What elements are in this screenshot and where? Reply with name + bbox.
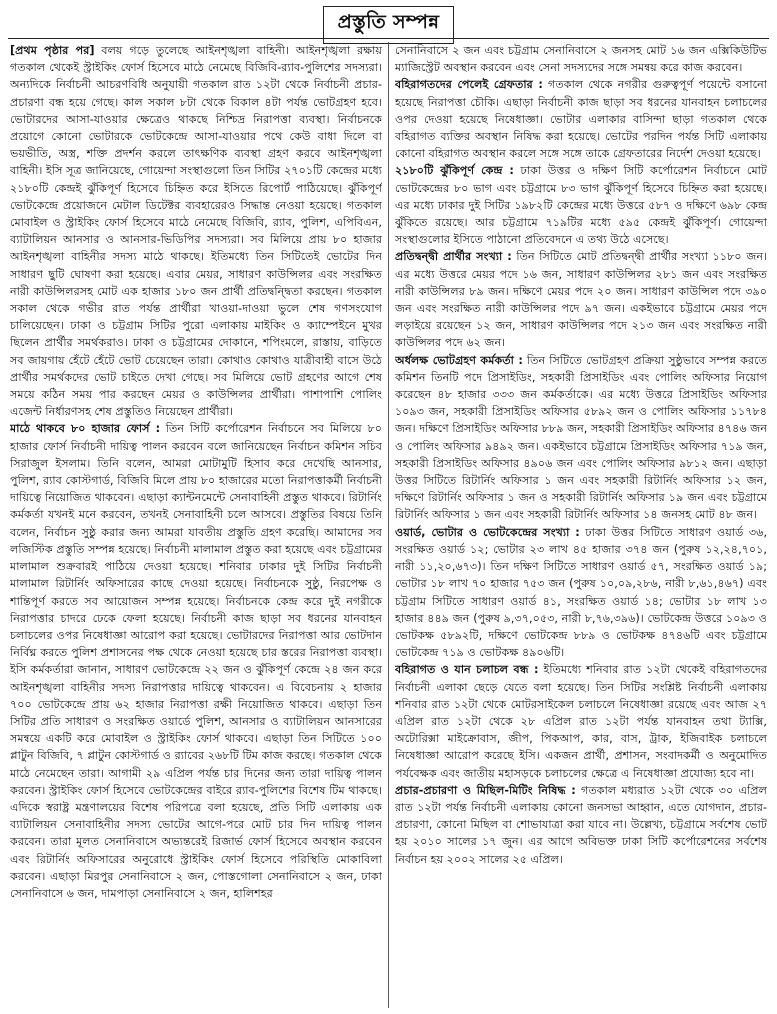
headline-rule <box>8 38 769 39</box>
paragraph-text: গতকাল মধ্যরাত ১২টা থেকে ৩০ এপ্রিল রাত ১২টা পর্যন্ত নির্বাচনী এলাকায় কোনো জনসভা আহ্বান, এতে যোগদান, প্রচার-প্রচারণা, কোনো মিছিল বা শোভাযাত্রা করা যাবে না। উল্লেখ্য, চট্টগ্রামে সর্বশেষ ভোট হয় ২০১০ সালের ১৭ জুন। এর আগে অবিভক্ত ঢাকা সিটি কর্পোরেশনের সর্বশেষ নির্বাচন হয় ২০০২ সালের ২৫ এপ্রিল। <box>395 783 767 866</box>
paragraph-text: বলয় গড়ে তুলেছে আইনশৃঙ্খলা বাহিনী। আইনশৃঙ্খলা রক্ষায় গতকাল থেকেই স্ট্রাইকিং ফোর্স হিসেবে মাঠে নেমেছে বিজিবি-র‍্যাব-পুলিশের সদস্যরা। অন্যদিকে নির্বাচনী আচরণবিধি অনুযায়ী গতকাল রাত ১২টা থেকে নির্বাচনী প্রচার-প্রচারণা বন্ধ হয়ে গেছে। কাল সকাল ৮টা থেকে বিকাল ৪টা পর্যন্ত ভোটগ্রহণ হবে। ভোটারদের আসা-যাওয়ার ক্ষেত্রেও থাকছে নিশ্চিদ্র নিরাপত্তা ব্যবস্থা। নির্বাচনকে প্রয়োগে কোনো ভোটারকে ভোটকেন্দ্রে আসা-যাওয়ার পথে কেউ বাধা দিলে বা ভয়ভীতি, অস্ত্র, শক্তি প্রদর্শন করলে তাৎক্ষণিক ব্যবস্থা গ্রহণ করবে আইনশৃঙ্খলা বাহিনী। ইসি সূত্র জানিয়েছে, গোয়েন্দা সংস্থাগুলো তিন সিটির ২৭০১টি কেন্দ্রের মধ্যে ২১৮০টি কেন্দ্রই ঝুঁকিপূর্ণ হিসেবে চিহ্নিত করে ইসিতে রিপোর্ট পাঠিয়েছে। ঝুঁকিপূর্ণ ভোটকেন্দ্রে প্রয়োজনে মেটাল ডিটেক্টর ব্যবহারেরও সিদ্ধান্ত নেওয়া হয়েছে। গতকাল মোবাইল ও স্ট্রাইকিং ফোর্স হিসেবে মাঠে নেমেছে বিজিবি, র‍্যাব, পুলিশ, এপিবিএন, ব্যাটালিয়ন আনসার ও আনসার-ভিডিপির সদস্যরা। সব মিলিয়ে প্রায় ৮০ হাজার আইনশৃঙ্খলা বাহিনীর সদস্য মাঠে থাকছে। ইতিমধ্যে তিন সিটিতেই ভোটের দিন সাধারণ ছুটি ঘোষণা করা হয়েছে। এবার মেয়র, সাধারণ কাউন্সিলর এবং সংরক্ষিত নারী কাউন্সিলরসহ মোট এক হাজার ১৮০ জন প্রার্থী প্রতিদ্বন্দ্বিতা করছেন। গতকাল সকাল থেকে গভীর রাত পর্যন্ত প্রার্থীরা খাওয়া-দাওয়া ভুলে শেষ গণসংযোগ চালিয়েছেন। ঢাকা ও চট্টগ্রাম সিটির পুরো এলাকায় মাইকিং ও ক্যাম্পেইনে মুখর ছিলেন প্রার্থীর সমর্থকরাও। ঢাকা ও চট্টগ্রামের দোকানে, শপিংমলে, রাস্তায়, বাড়িতে সব জায়গায় হেঁটে হেঁটে ভোট চেয়েছেন তারা। কোথাও কোথাও যাত্রীবাহী বাসে উঠে প্রার্থীর সমর্থকদের ভোট চাইতে দেখা গেছে। সব মিলিয়ে ভোট গ্রহণের আগে শেষ সময়ে কঠিন সময় পার করছেন মেয়র ও কাউন্সিলর প্রার্থীরা। পাশাপাশি পোলিং এজেন্ট নির্ধারণসহ শেষ প্রস্তুতিও নিয়েছেন প্রার্থীরা। <box>10 44 382 419</box>
left-column <box>10 42 382 1008</box>
paragraph-candidates <box>395 248 767 351</box>
article-body <box>10 42 767 1008</box>
paragraph-heading: [প্রথম পৃষ্ঠার পর] <box>10 44 95 57</box>
paragraph-heading: ওয়ার্ড, ভোটার ও ভোটকেন্দ্রের সংখ্যা : <box>395 525 580 539</box>
paragraph-heading: প্রচার-প্রচারণা ও মিছিল-মিটিং নিষিদ্ধ : <box>395 783 576 797</box>
paragraph-heading: অর্ধলক্ষ ভোটগ্রহণ কর্মকর্তা : <box>395 353 523 367</box>
paragraph-risky-centres <box>395 162 767 248</box>
paragraph-text: তিন সিটিতে ভোটগ্রহণ প্রক্রিয়া সুষ্ঠুভাবে সম্পন্ন করতে কমিশন তিনটি পদে প্রিসাইডিং, সহকারী প্রিসাইডিং এবং পোলিং অফিসার নিয়োগ করেছেন ৪৮ হাজার ৩৩৩ জন কর্মকর্তাকে। এর মধ্যে উত্তরে প্রিসাইডিং অফিসার ১০৯৩ জন, সহকারী প্রিসাইডিং অফিসার ৫৮৯২ জন ও পোলিং অফিসার ১১৭৮৪ জন। দক্ষিণে প্রিসাইডিং অফিসার ৮৮৯ জন, সহকারী প্রিসাইডিং অফিসার ৪৭৪৬ জন ও পোলিং অফিসার ৯৪৯২ জন। একইভাবে চট্টগ্রামে প্রিসাইডিং অফিসার ৭১৯ জন, সহকারী প্রিসাইডিং অফিসার ৪৯০৬ জন এবং পোলিং অফিসার ৯৮১২ জন। এছাড়া উত্তর সিটিতে রিটার্নিং অফিসার ১ জন এবং সহকারী রিটার্নিং অফিসার ১২ জন, দক্ষিণে রিটার্নিং অফিসার ১ জন ও সহকারী রিটার্নিং অফিসার ১৯ জন এবং চট্টগ্রামে রিটার্নিং অফিসার ১ জন এবং সহকারী রিটার্নিং অফিসার ১৪ জনসহ মোট ৪৮ জন। <box>395 353 767 522</box>
paragraph-text: গতকাল থেকে নগরীর গুরুত্বপূর্ণ পয়েন্টে বসানো হয়েছে নিরাপত্তা চৌকি। এছাড়া নির্বাচনী কাজ ছাড়া সব ধরনের যানবাহন চলাচলের ওপর দেওয়া হয়েছে নিষেধাজ্ঞা। ভোটার এলাকার বাসিন্দা ছাড়া গতকাল থেকে বহিরাগত ব্যক্তির অবস্থান নিষিদ্ধ করা হয়েছে। ভোটের পরদিন পর্যন্ত সিটি এলাকায় কোনো বহিরাগত অবস্থান করলে সঙ্গে সঙ্গে তাকে গ্রেফতারের নির্দেশ দেওয়া হয়েছে। <box>395 78 767 161</box>
paragraph-text: সেনানিবাসে ২ জন এবং চট্টগ্রাম সেনানিবাসে ২ জনসহ মোট ১৬ জন এক্সিকিউটিভ ম্যাজিস্ট্রেট অবস্থান করবেন এবং সেনা সদস্যদের সঙ্গে সমন্বয় করে কাজ করবেন। <box>395 44 767 75</box>
paragraph-heading: মাঠে থাকবে ৮০ হাজার ফোর্স : <box>10 422 161 436</box>
paragraph-heading: ২১৮০টি ঝুঁকিপূর্ণ কেন্দ্র : <box>395 164 514 178</box>
paragraph-text: তিন সিটিতে মোট প্রতিদ্বন্দ্বী প্রার্থীর সংখ্যা ১১৮০ জন। এর মধ্যে উত্তরে মেয়র পদে ১৬ জন, সাধারণ কাউন্সিলর ২৮১ জন এবং সংরক্ষিত নারী কাউন্সিলর ৮৯ জন। দক্ষিণে মেয়র পদে ২০ জন। সাধারণ কাউন্সিল পদে ৩৯০ জন এবং সংরক্ষিত নারী কাউন্সিলর পদে ৯৭ জন। একইভাবে চট্টগ্রামে মেয়র পদে লড়াইয়ে রয়েছেন ১২ জন, সাধারণ কাউন্সিলর পদে ২১৩ জন এবং সংরক্ষিত নারী কাউন্সিলর পদে ৬২ জন। <box>395 250 767 350</box>
paragraph-wards-voters <box>395 524 767 662</box>
paragraph-heading: বহিরাগত ও যান চলাচল বন্ধ : <box>395 663 539 677</box>
paragraph-heading: প্রতিদ্বন্দ্বী প্রার্থীর সংখ্যা : <box>395 250 512 264</box>
paragraph-intro <box>10 42 382 420</box>
paragraph-outsiders-arrest <box>395 76 767 162</box>
paragraph-text: ইতিমধ্যে শনিবার রাত ১২টা থেকেই বহিরাগতদের নির্বাচনী এলাকা ছেড়ে যেতে বলা হয়েছে। তিন সিটির সংশ্লিষ্ট নির্বাচনী এলাকায় শনিবার রাত ১২টা থেকে মোটরসাইকেল চলাচলে নিষেধাজ্ঞা রয়েছে এবং আজ ২৭ এপ্রিল রাত ১২টা থেকে ২৮ এপ্রিল রাত ১২টা পর্যন্ত যানবাহন তথা ট্যাক্সি, অটোরিক্সা মাইক্রোবাস, জীপ, পিকআপ, কার, বাস, ট্রাক, ইজিবাইক চলাচলে নিষেধাজ্ঞা আরোপ করেছে ইসি। একজন প্রার্থী, প্রশাসন, সংবাদকর্মী ও অনুমোদিত পর্যবেক্ষক এবং জাতীয় মহাসড়কে চলাচলের ক্ষেত্রে এ নিষেধাজ্ঞা প্রযোজ্য হবে না। <box>395 663 767 780</box>
right-column <box>395 42 767 1008</box>
paragraph-text: তিন সিটি কর্পোরেশন নির্বাচনে সব মিলিয়ে ৮০ হাজার ফোর্স নির্বাচনী দায়িত্ব পালন করবেন বলে জানিয়েছেন নির্বাচন কমিশন সচিব সিরাজুল ইসলাম। তিনি বলেন, আমরা মোটামুটি হিসাব করে দেখেছি আনসার, পুলিশ, র‍্যাব কোস্টগার্ড, বিজিবি মিলে প্রায় ৮০ হাজারের মতো নিরাপত্তাকর্মী নির্বাচনী দায়িত্বে নিয়োজিত থাকবেন। এছাড়া ক্যান্টনমেন্টে সেনাবাহিনী প্রস্তুত থাকবে। রিটার্নিং কর্মকর্তা যখনই মনে করবেন, তখনই সেনাবাহিনী চলে আসবে। প্রস্তুতির বিষয়ে তিনি বলেন, নির্বাচন সুষ্ঠু করার জন্য আমরা যাবতীয় প্রস্তুতি গ্রহণ করেছি। আমাদের সব লজিস্টিক প্রস্তুতি সম্পন্ন হয়েছে। নির্বাচনী মালামাল প্রস্তুত করা হয়েছে এবং চট্টগ্রামের মালামাল শুক্রবারই পাঠিয়ে দেওয়া হয়েছে। শনিবার ঢাকার দুই সিটির নির্বাচনী মালামাল রিটার্নিং অফিসারের কাছে দেওয়া হয়েছে। নির্বাচনকে সুষ্ঠু, নিরপেক্ষ ও শান্তিপূর্ণ করতে সব আয়োজন সম্পন্ন হয়েছে। নির্বাচনকে কেন্দ্র করে দুই নগরীকে নিরাপত্তার চাদরে ঢেকে ফেলা হয়েছে। নির্বাচনী কাজ ছাড়া সব ধরনের যানবাহন চলাচলের ওপর নিষেধাজ্ঞা আরোপ করা হয়েছে। ভোটারদের নিরাপত্তা আর ভোটদান নির্বিঘ্ন করতে পুলিশ প্রশাসনের পক্ষ থেকে নেওয়া হয়েছে চার স্তরের নিরাপত্তা ব্যবস্থা। ইসি কর্মকর্তারা জানান, সাধারণ ভোটকেন্দ্রে ২২ জন ও ঝুঁকিপূর্ণ কেন্দ্রে ২৪ জন করে আইনশৃঙ্খলা বাহিনীর সদস্য নিরাপত্তার দায়িত্বে থাকবেন। এ বিবেচনায় ২ হাজার ৭০০ ভোটকেন্দ্রে প্রায় ৬২ হাজার নিরাপত্তা রক্ষী নিয়োজিত থাকবে। এছাড়া তিন সিটির প্রতি সাধারণ ও সংরক্ষিত ওয়ার্ডে পুলিশ, আনসার ও ব্যাটালিয়ন আনসারের সমন্বয়ে একটি করে মোবাইল ও স্ট্রাইকিং ফোর্স থাকবে। এছাড়া তিন সিটিতে ১০০ প্লাটুন বিজিবি, ৭ প্লাটুন কোস্টগার্ড ও র‍্যাবের ২৬৮টি টিম কাজ করছে। গতকাল থেকে মাঠে নেমেছেন তারা। আগামী ২৯ এপ্রিল পর্যন্ত চার দিনের জন্য তারা দায়িত্ব পালন করবেন। স্ট্রাইকিং ফোর্স হিসেবে ভোটকেন্দ্রের বাইরে র‍্যাব-পুলিশের বিশেষ টিম থাকছে। এদিকে স্বরাষ্ট্র মন্ত্রণালয়ের বিশেষ পরিপত্রে বলা হয়েছে, প্রতি সিটি এলাকায় এক ব্যাটালিয়ন সেনাবাহিনীর সদস্য ভোটের আগে-পরে মোট চার দিন দায়িত্ব পালন করবেন। তারা মূলত সেনানিবাসে অভ্যন্তরেই রিজার্ভ ফোর্স হিসেবে অবস্থান করবেন এবং রিটার্নিং অফিসারের অনুরোধে স্ট্রাইকিং ফোর্স হিসেবে পরিস্থিতি মোকাবিলা করবেন। এছাড়া মিরপুর সেনানিবাসে ২ জন, পোস্তগোলা সেনানিবাসে ২ জন, ঢাকা সেনানিবাসে ৬ জন, দামপাড়া সেনানিবাসে ২ জন, হালিশহর <box>10 422 382 900</box>
paragraph-text: ঢাকা উত্তর ও দক্ষিণ সিটি কর্পোরেশন নির্বাচনে মোট ভোটকেন্দ্রের ৮০ ভাগ এবং চট্টগ্রামে ৮৩ ভাগ ঝুঁকিপূর্ণ হিসেবে চিহ্নিত করা হয়েছে। এর মধ্যে ঢাকার দুই সিটির ১৯৮২টি কেন্দ্রের মধ্যে উত্তরে ৫৮৭ ও দক্ষিণে ৬৯৮ কেন্দ্র ঝুঁকিতে রয়েছে। আর চট্টগ্রামে ৭১৯টির মধ্যে ৫৯৫ কেন্দ্রই ঝুঁকিপূর্ণ। গোয়েন্দা সংস্থাগুলোর ইসিতে পাঠানো প্রতিবেদনে এ তথ্য উঠে এসেছে। <box>395 164 767 247</box>
paragraph-campaign-ban <box>395 782 767 868</box>
article-headline: প্রস্তুতি সম্পন্ন <box>323 6 455 44</box>
paragraph-heading: বহিরাগতদের পেলেই গ্রেফতার : <box>395 78 543 92</box>
paragraph-continuation <box>395 42 767 76</box>
column-divider <box>388 42 389 1008</box>
paragraph-text: ঢাকা উত্তর সিটিতে সাধারণ ওয়ার্ড ৩৬, সংরক্ষিত ওয়ার্ড ১২; ভোটার ২৩ লাখ ৪৫ হাজার ৩৭৪ জন (পুরুষ ১২,২৪,৭০১, নারী ১১,২০,৬৭৩)। তিন দক্ষিণ সিটিতে সাধারণ ওয়ার্ড ৫৭, সংরক্ষিত ওয়ার্ড ১৯; ভোটার ১৮ লাখ ৭০ হাজার ৭৫৩ জন (পুরুষ ১০,০৯,২৮৬, নারী ৮,৬১,৪৬৭) এবং চট্টগ্রাম সিটিতে সাধারণ ওয়ার্ড ৪১, সংরক্ষিত ওয়ার্ড ১৪; ভোটার ১৮ লাখ ১৩ হাজার ৪৪৯ জন (পুরুষ ৯,৩৭,০৫৩, নারী ৮,৭৬,৩৯৬)। ভোটকেন্দ্র উত্তরে ১০৯৩ ও ভোটকক্ষ ৫৮৯২টি, দক্ষিণে ভোটকেন্দ্র ৮৮৯ ও ভোটকক্ষ ৪৭৪৬টি এবং চট্টগ্রামে ভোটকেন্দ্র ৭১৯ ও ভোটকক্ষ ৪৯০৬টি। <box>395 525 767 660</box>
paragraph-officials <box>395 352 767 524</box>
paragraph-forces <box>10 420 382 902</box>
paragraph-traffic-ban <box>395 661 767 781</box>
